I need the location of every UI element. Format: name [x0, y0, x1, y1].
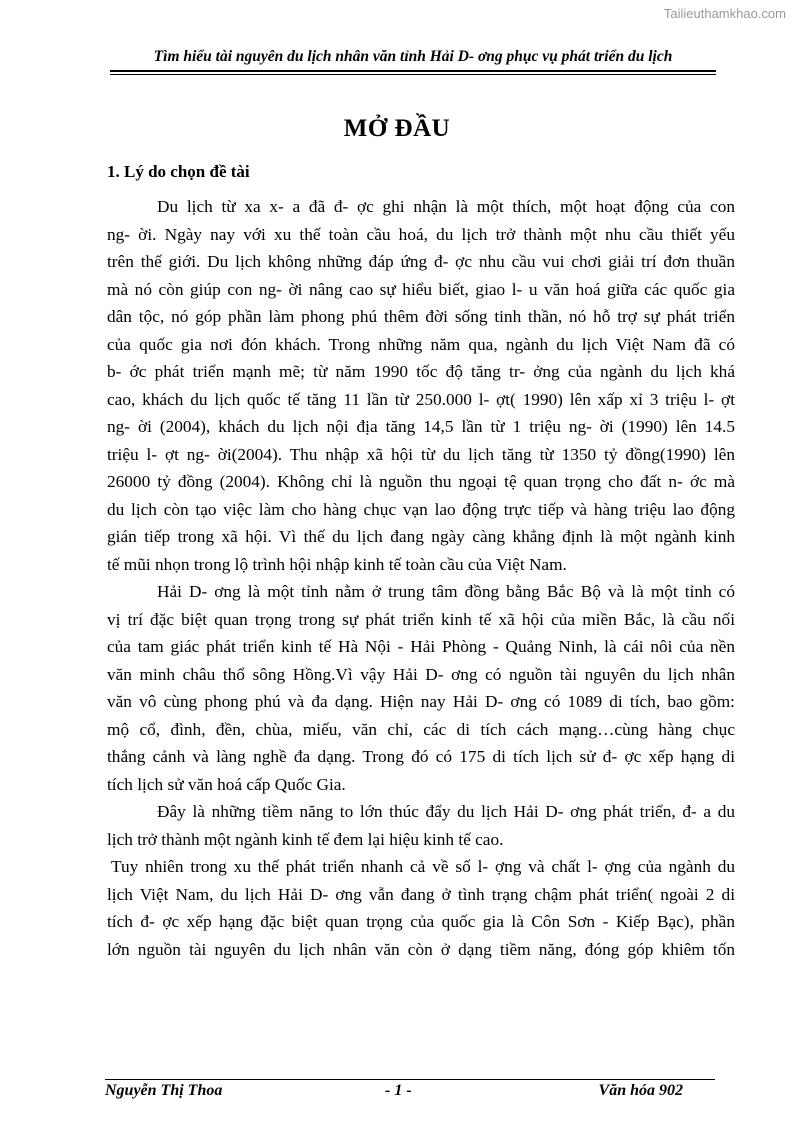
body-text — [107, 193, 735, 963]
page-title: MỞ ĐẦU — [343, 115, 451, 142]
text-line: lịch trở thành một ngành kinh tế đem lại hiệu kinh tế cao. — [107, 829, 504, 849]
text-line: b- ớc phát triển mạnh mẽ; từ năm 1990 tốc độ tăng tr- ởng của ngành du lịch khá — [107, 362, 735, 381]
footer-rule — [105, 1079, 715, 1080]
text-line: vị trí đặc biệt quan trọng trong sự phát triển kinh tế xã hội của miền Bắc, là cầu nối — [107, 609, 735, 629]
section-heading: 1. Lý do chọn đề tài — [107, 162, 250, 181]
text-line: Hải D- ơng là một tỉnh nằm ở trung tâm đồng bằng Bắc Bộ và là một tỉnh có — [157, 582, 735, 601]
text-line: mà nó còn giúp con ng- ời nâng cao sự hiểu biết, giao l- u văn hoá giữa các quốc gia — [107, 279, 735, 299]
text-line: Đây là những tiềm năng to lớn thúc đẩy du lịch Hải D- ơng phát triển, đ- a du — [157, 802, 735, 821]
text-line: của tam giác phát triển kinh tế Hà Nội - Hải Phòng - Quảng Ninh, là cái nôi của nền — [107, 637, 735, 656]
footer — [105, 1082, 715, 1106]
watermark: Tailieuthamkhao.com — [663, 6, 786, 21]
text-line: mộ cổ, đình, đền, chùa, miếu, văn chỉ, các di tích cách mạng…cùng hàng chục — [107, 719, 735, 739]
text-line: triệu l- ợt ng- ời(2004). Thu nhập xã hội từ du lịch tăng từ 1350 tỷ đồng(1990) lên — [107, 444, 735, 464]
text-line: tế mũi nhọn trong lộ trình hội nhập kinh tế toàn cầu của Việt Nam. — [107, 554, 567, 574]
text-line: thắng cảnh và làng nghề đa dạng. Trong đó có 175 di tích lịch sử đ- ợc xếp hạng di — [107, 747, 735, 766]
text-line: du lịch còn tạo việc làm cho hàng chục vạn lao động trực tiếp và hàng triệu lao động — [107, 499, 735, 519]
text-line: dân tộc, nó góp phần làm phong phú thêm đời sống tinh thần, nó hỗ trợ sự phát triển — [107, 307, 735, 326]
text-line: của quốc gia nơi đón khách. Trong những năm qua, ngành du lịch Việt Nam đã có — [107, 334, 735, 354]
running-header: Tìm hiểu tài nguyên du lịch nhân văn tỉnh Hải D- ơng phục vụ phát triển du lịch — [153, 48, 673, 65]
header-rule — [110, 70, 716, 75]
text-line: Du lịch từ xa x- a đã đ- ợc ghi nhận là một thích, một hoạt động của con — [157, 197, 735, 216]
text-line: 26000 tỷ đồng (2004). Không chỉ là nguồn thu ngoại tệ quan trọng cho đất n- ớc mà — [107, 472, 735, 491]
text-line: cao, khách du lịch quốc tế tăng 11 lần từ 250.000 l- ợt( 1990) lên xấp xỉ 3 triệu l- ợt — [107, 389, 735, 409]
text-line: văn vô cùng phong phú và đa dạng. Hiện nay Hải D- ơng có 1089 di tích, bao gồm: — [107, 692, 735, 711]
page-number: - 1 - — [385, 1082, 412, 1099]
text-line: gián tiếp trong xã hội. Vì thế du lịch đang ngày càng khẳng định là một ngành kinh — [107, 527, 735, 546]
text-line: văn minh châu thổ sông Hồng.Vì vậy Hải D- ơng có nguồn tài nguyên du lịch nhân — [107, 664, 735, 684]
text-line: tích lịch sử văn hoá cấp Quốc Gia. — [107, 774, 346, 794]
text-line: ng- ời (2004), khách du lịch nội địa tăng 14,5 lần từ 1 triệu ng- ời (1990) lên 14.5 — [107, 417, 735, 436]
text-line: lịch Việt Nam, du lịch Hải D- ơng vẫn đang ở tình trạng chậm phát triển( ngoài 2 di — [107, 884, 735, 904]
footer-class: Văn hóa 902 — [598, 1082, 683, 1099]
text-line: ng- ời. Ngày nay với xu thế toàn cầu hoá, du lịch trở thành một nhu cầu thiết yếu — [107, 224, 735, 244]
footer-author: Nguyễn Thị Thoa — [105, 1082, 223, 1099]
text-line: tích đ- ợc xếp hạng đặc biệt quan trọng của quốc gia là Côn Sơn - Kiếp Bạc), phần — [107, 912, 735, 931]
text-line: lớn nguồn tài nguyên du lịch nhân văn còn ở dạng tiềm năng, đóng góp khiêm tốn — [107, 939, 735, 959]
text-line: Tuy nhiên trong xu thế phát triển nhanh cả về số l- ợng và chất l- ợng của ngành du — [111, 857, 735, 876]
text-line: trên thế giới. Du lịch không những đáp ứng đ- ợc nhu cầu vui chơi giải trí đơn thuần — [107, 252, 735, 271]
